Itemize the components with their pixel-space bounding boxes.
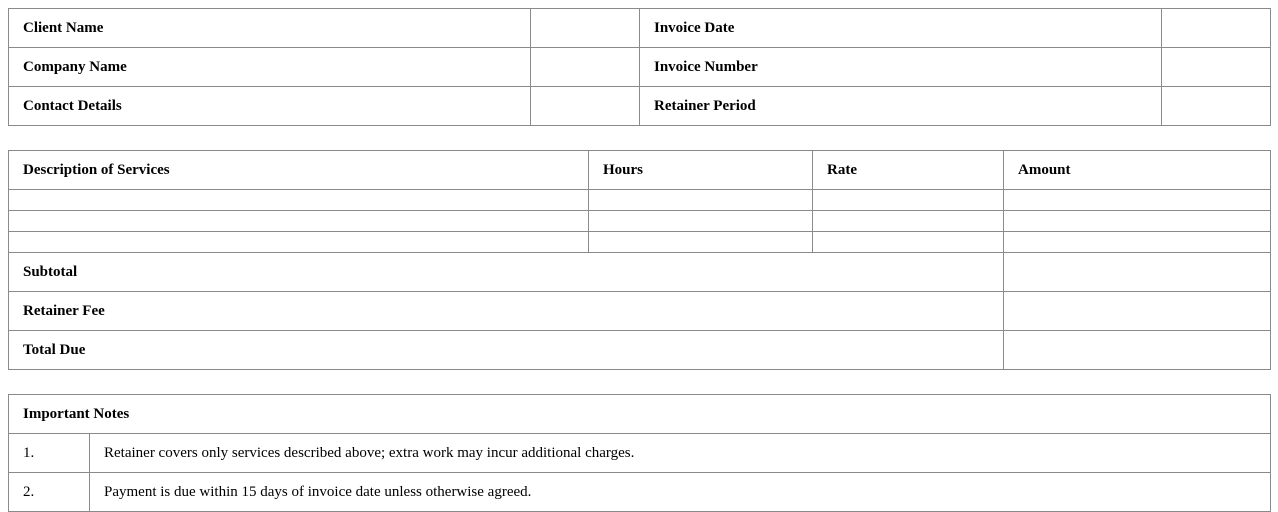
services-header-row <box>9 151 1271 190</box>
services-table <box>8 150 1271 370</box>
service-amount-cell[interactable] <box>1004 232 1271 253</box>
retainer-fee-field[interactable] <box>1004 292 1271 331</box>
client-name-field[interactable] <box>531 9 640 48</box>
company-name-field[interactable] <box>531 48 640 87</box>
description-header: Description of Services <box>9 151 589 190</box>
contact-details-row <box>9 87 1271 126</box>
invoice-number-label: Invoice Number <box>640 48 1162 87</box>
company-name-label: Company Name <box>9 48 531 87</box>
service-description-cell[interactable] <box>9 211 589 232</box>
invoice-number-field[interactable] <box>1162 48 1271 87</box>
service-rate-cell[interactable] <box>813 232 1004 253</box>
rate-header: Rate <box>813 151 1004 190</box>
invoice-date-label: Invoice Date <box>640 9 1162 48</box>
service-row <box>9 211 1271 232</box>
note-number: 1. <box>9 434 90 473</box>
invoice-date-field[interactable] <box>1162 9 1271 48</box>
amount-header: Amount <box>1004 151 1271 190</box>
company-name-row <box>9 48 1271 87</box>
service-rate-cell[interactable] <box>813 211 1004 232</box>
service-row <box>9 190 1271 211</box>
total-due-row <box>9 331 1271 370</box>
notes-table <box>8 394 1271 512</box>
total-due-label: Total Due <box>9 331 1004 370</box>
note-text: Payment is due within 15 days of invoice date unless otherwise agreed. <box>90 473 1271 512</box>
subtotal-field[interactable] <box>1004 253 1271 292</box>
client-name-row <box>9 9 1271 48</box>
notes-header-row <box>9 395 1271 434</box>
notes-title: Important Notes <box>9 395 1271 434</box>
hours-header: Hours <box>589 151 813 190</box>
retainer-fee-label: Retainer Fee <box>9 292 1004 331</box>
service-hours-cell[interactable] <box>589 190 813 211</box>
retainer-fee-row <box>9 292 1271 331</box>
note-text: Retainer covers only services described above; extra work may incur additional charges. <box>90 434 1271 473</box>
retainer-period-field[interactable] <box>1162 87 1271 126</box>
service-hours-cell[interactable] <box>589 211 813 232</box>
note-row <box>9 434 1271 473</box>
contact-details-label: Contact Details <box>9 87 531 126</box>
note-row <box>9 473 1271 512</box>
contact-details-field[interactable] <box>531 87 640 126</box>
note-number: 2. <box>9 473 90 512</box>
service-description-cell[interactable] <box>9 190 589 211</box>
client-info-table <box>8 8 1271 126</box>
subtotal-label: Subtotal <box>9 253 1004 292</box>
total-due-field[interactable] <box>1004 331 1271 370</box>
service-amount-cell[interactable] <box>1004 211 1271 232</box>
service-rate-cell[interactable] <box>813 190 1004 211</box>
service-hours-cell[interactable] <box>589 232 813 253</box>
service-row <box>9 232 1271 253</box>
service-description-cell[interactable] <box>9 232 589 253</box>
subtotal-row <box>9 253 1271 292</box>
retainer-period-label: Retainer Period <box>640 87 1162 126</box>
service-amount-cell[interactable] <box>1004 190 1271 211</box>
client-name-label: Client Name <box>9 9 531 48</box>
